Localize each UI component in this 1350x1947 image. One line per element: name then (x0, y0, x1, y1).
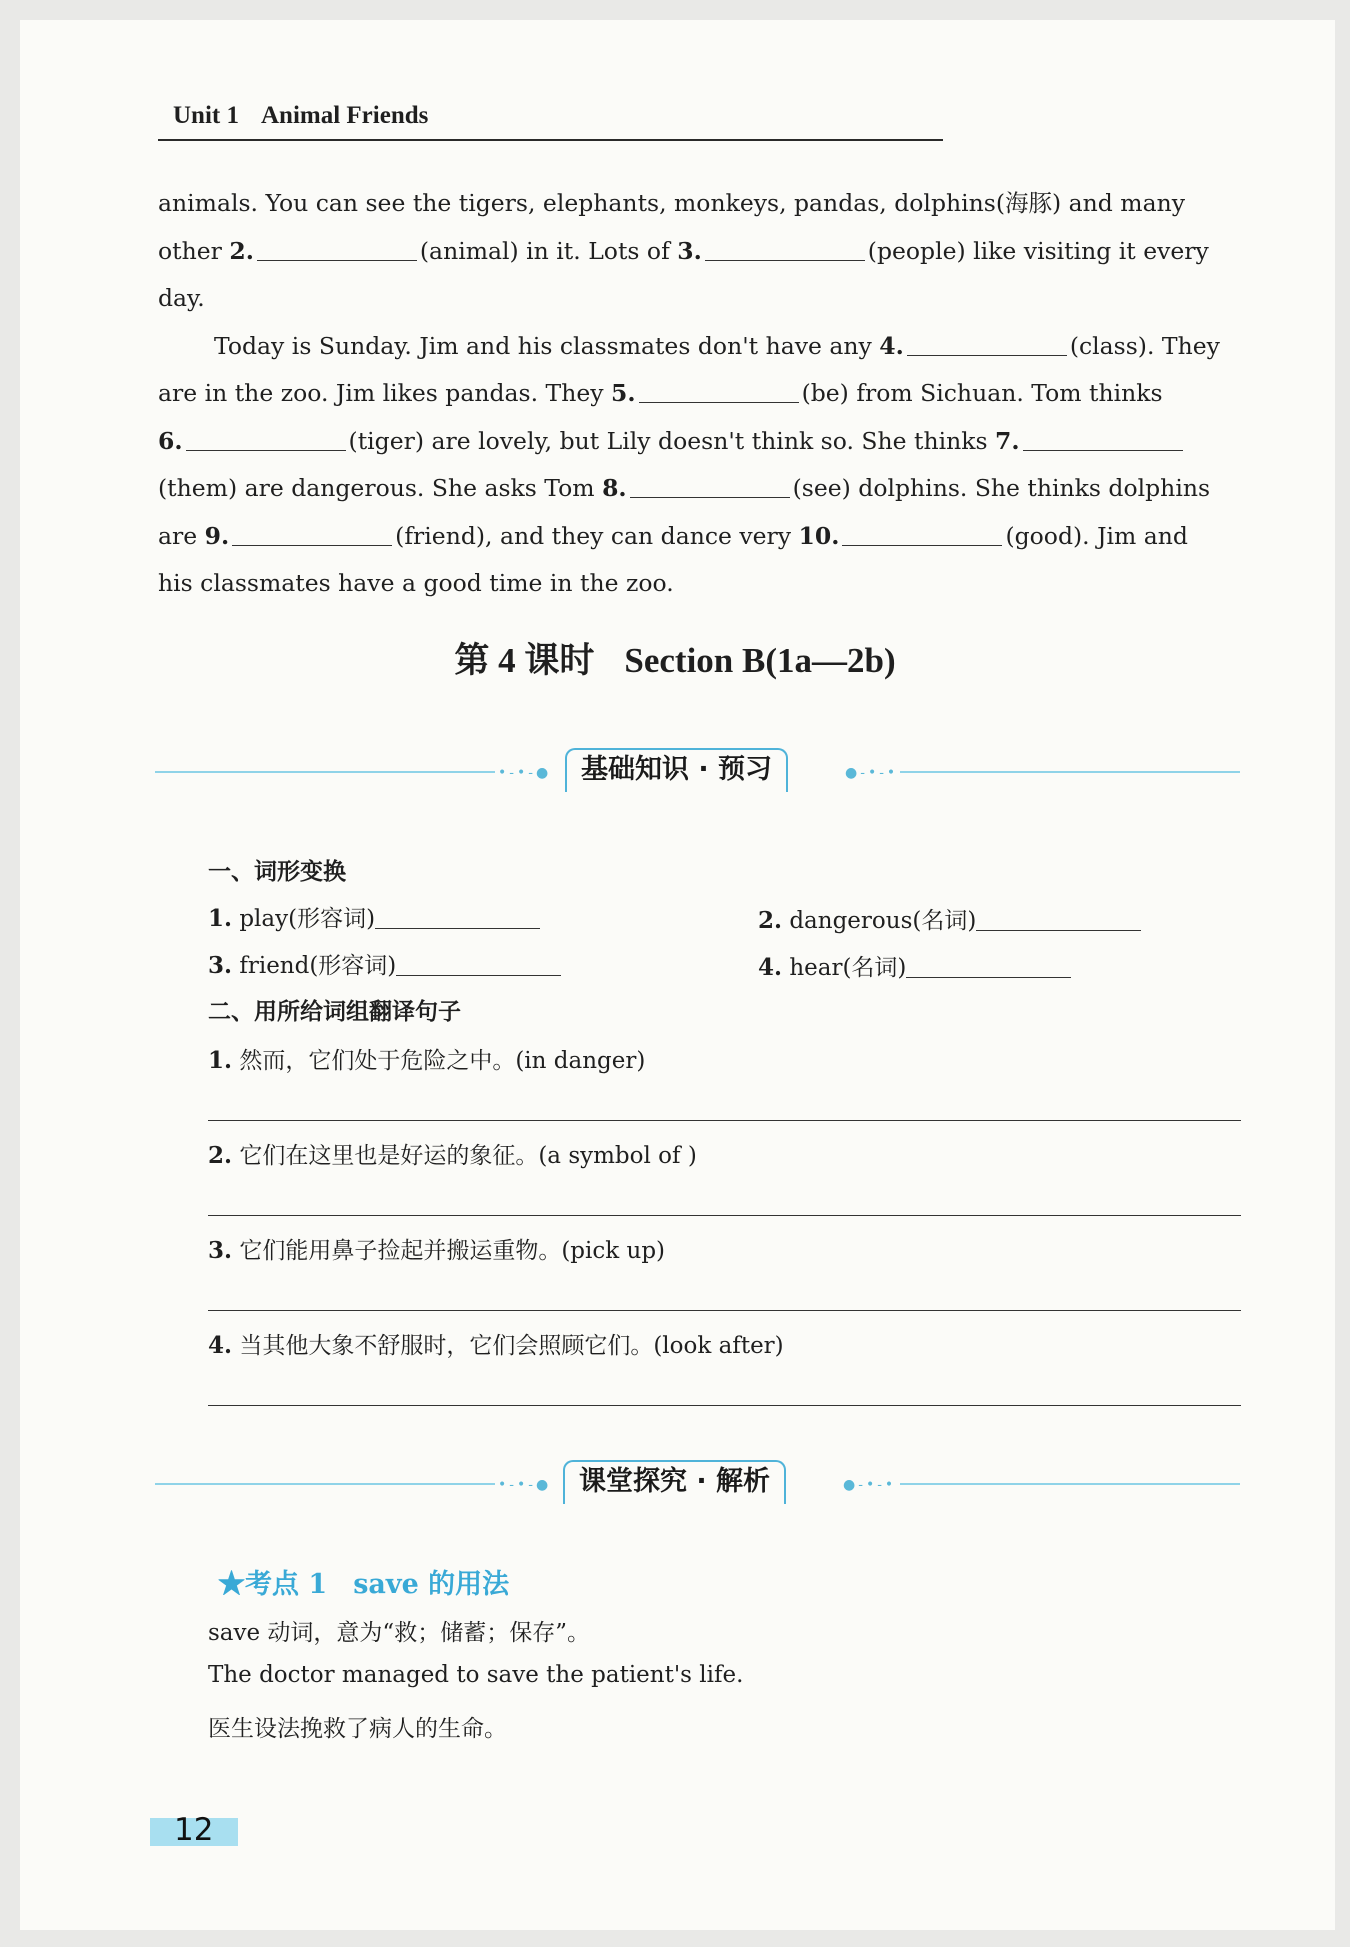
item-prompt: 它们能用鼻子捡起并搬运重物。(pick up) (239, 1238, 666, 1264)
unit-title (173, 102, 450, 130)
section-tab: 课堂探究 · 解析 (563, 1460, 786, 1504)
blank-number: 2. (229, 236, 254, 265)
passage-text: are (158, 521, 205, 550)
item-number: 4. (758, 954, 783, 981)
dots-icon: ●-•-• (843, 1477, 897, 1493)
blank-5[interactable] (639, 379, 799, 404)
blank-number: 8. (602, 474, 627, 502)
blank-10[interactable] (842, 521, 1002, 546)
answer-blank[interactable] (396, 952, 561, 976)
passage-line (158, 370, 1246, 418)
word-form-item (208, 900, 540, 933)
dots-icon: •-•-● (498, 1477, 552, 1493)
passage-text: animals. You can see the tigers, elephants, monkeys, pandas, dolphins(海豚) and many (158, 189, 1186, 217)
blank-4[interactable] (907, 331, 1067, 356)
key-point-label: ★考点 1 (218, 1569, 328, 1600)
blank-7[interactable] (1023, 426, 1183, 451)
dots-icon: •-•-● (498, 765, 552, 781)
answer-blank[interactable] (906, 954, 1071, 978)
divider (900, 1483, 1240, 1485)
item-number: 2. (758, 907, 783, 934)
unit-number: Unit 1 (173, 102, 239, 129)
item-prompt: hear(名词) (789, 955, 907, 981)
item-prompt: friend(形容词) (239, 953, 397, 979)
lesson-title (0, 633, 1350, 683)
item-prompt: dangerous(名词) (789, 908, 977, 934)
running-header (158, 83, 943, 141)
blank-2[interactable] (257, 236, 417, 261)
passage-text: (class). They (1069, 331, 1220, 360)
passage-text: day. (158, 284, 205, 312)
passage-line (158, 560, 1246, 608)
translation-item (208, 1137, 697, 1170)
passage-text: (tiger) are lovely, but Lily doesn't think so. She thinks (348, 426, 996, 455)
answer-line[interactable] (208, 1215, 1241, 1216)
passage-line (158, 513, 1246, 561)
lesson-number: 第 4 课时 (454, 641, 595, 680)
answer-line[interactable] (208, 1310, 1241, 1311)
answer-line[interactable] (208, 1405, 1241, 1406)
part1-heading: 一、词形变换 (208, 859, 346, 885)
blank-9[interactable] (232, 521, 392, 546)
item-number: 2. (208, 1142, 233, 1169)
example-sentence: The doctor managed to save the patient's life. (208, 1662, 744, 1688)
item-prompt: 然而，它们处于危险之中。(in danger) (239, 1048, 646, 1074)
section-header-basics (155, 748, 1240, 796)
item-number: 3. (208, 1237, 233, 1264)
explanation-text: save 动词，意为“救；储蓄；保存”。 (208, 1620, 590, 1646)
translation-item (208, 1327, 784, 1360)
passage-text: (be) from Sichuan. Tom thinks (801, 379, 1163, 407)
answer-line[interactable] (208, 1120, 1241, 1121)
answer-blank[interactable] (375, 905, 540, 929)
blank-number: 10. (798, 521, 840, 550)
blank-6[interactable] (186, 426, 346, 451)
passage-line (158, 323, 1246, 371)
page-number-badge (150, 1812, 238, 1848)
passage-text: Today is Sunday. Jim and his classmates don't have any (214, 331, 880, 360)
passage-line (158, 228, 1246, 276)
key-point-title: save 的用法 (353, 1569, 510, 1600)
answer-blank[interactable] (976, 907, 1141, 931)
item-number: 1. (208, 905, 233, 932)
item-number: 3. (208, 952, 233, 979)
dots-icon: ●-•-• (845, 765, 899, 781)
divider (155, 771, 495, 773)
blank-number: 7. (995, 426, 1020, 455)
word-form-item (758, 902, 1141, 935)
blank-number: 4. (879, 331, 904, 360)
blank-8[interactable] (630, 474, 790, 499)
word-form-item (208, 947, 561, 980)
item-prompt: 当其他大象不舒服时，它们会照顾它们。(look after) (239, 1333, 784, 1359)
translation-item (208, 1232, 665, 1265)
passage-line (158, 180, 1246, 228)
passage-line (158, 275, 1246, 323)
item-prompt: 它们在这里也是好运的象征。(a symbol of ) (239, 1143, 697, 1169)
passage-text: (them) are dangerous. She asks Tom (158, 474, 603, 502)
cloze-passage (158, 180, 1246, 608)
item-number: 4. (208, 1332, 233, 1359)
passage-text: (good). Jim and (1005, 521, 1188, 550)
key-point-heading (218, 1562, 509, 1601)
translation-item (208, 1042, 645, 1075)
part2-heading: 二、用所给词组翻译句子 (208, 999, 461, 1025)
blank-3[interactable] (705, 236, 865, 261)
passage-line (158, 418, 1246, 466)
section-header-class (155, 1460, 1240, 1508)
passage-text: (animal) in it. Lots of (419, 236, 678, 265)
passage-text: (friend), and they can dance very (395, 521, 799, 550)
blank-number: 5. (611, 379, 636, 407)
divider (155, 1483, 495, 1485)
lesson-section: Section B(1a—2b) (624, 641, 896, 680)
passage-text: other (158, 236, 230, 265)
word-form-item (758, 949, 1071, 982)
blank-number: 9. (204, 521, 230, 550)
section-tab: 基础知识 · 预习 (565, 748, 788, 792)
example-translation: 医生设法挽救了病人的生命。 (208, 1716, 507, 1742)
divider (900, 771, 1240, 773)
passage-text: his classmates have a good time in the zoo. (158, 569, 674, 597)
passage-text: (people) like visiting it every (867, 236, 1209, 265)
passage-line (158, 465, 1246, 513)
item-prompt: play(形容词) (239, 906, 376, 932)
blank-number: 3. (677, 236, 702, 265)
passage-text: (see) dolphins. She thinks dolphins (792, 474, 1211, 502)
passage-text: are in the zoo. Jim likes pandas. They (158, 379, 612, 407)
page-number: 12 (174, 1812, 214, 1848)
unit-name: Animal Friends (260, 102, 429, 129)
item-number: 1. (208, 1047, 233, 1074)
blank-number: 6. (158, 426, 183, 455)
